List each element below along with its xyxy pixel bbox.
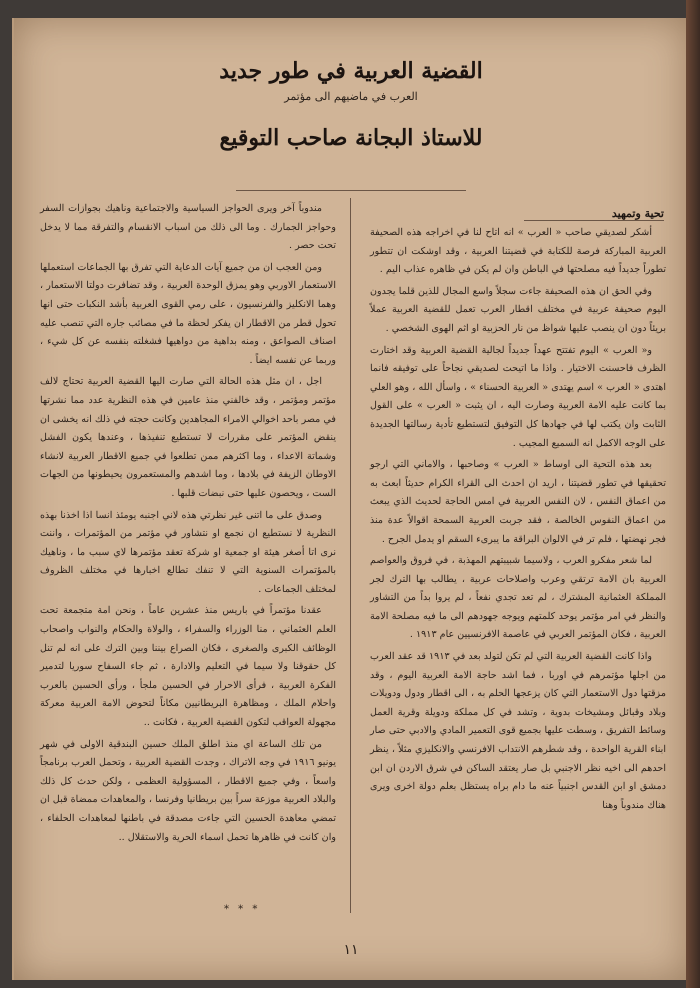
paragraph: بعد هذه التحية الى اوساط « العرب » وصاحبها ، والاماني التي ارجو تحقيقها في تطور قضيتنا ، اريد ان احدث الى القراء الكرام حديثاً ابعث به من اعماق النفس ، لان النفس العربية في امس الحاجة لحديث الذي يبعث من اعماق النفوس الخالصة ، فقد جربت العربية السمحة اقوالاً عدة منذ فجر نهضتها ، فلم تر في الالوان البراقة ما يبرىء السقم او يدمل الجرح . <box>370 459 666 545</box>
header-rule <box>236 190 466 191</box>
article-byline: للاستاذ البجانة صاحب التوقيع <box>219 125 483 151</box>
paragraph: واذا كانت القضية العربية التي لم تكن لتولد بعد في ١٩١٣ قد عقد العرب من اجلها مؤتمرهم في اوربا ، فما اشد حاجة الامة العربية اليوم ، وقد مزقتها دول الاستعمار التي كان يزعجها الحلم به ، الى اقطار ودول ودويلات وبلاد وقبائل ومشيخات بدوية ، وتشد في كل مملكة ودويلة وقرية العمل وسائط التفريق ، وسطت عليها بجميع قوى التعمير المادي والادبي حتى صار ابناء القرية الواحدة ، وقد شطرهم الانتداب الافرنسي والانكليزي مثلاً ، ينظر احدهم الى اخيه نظر الاجنبي بل صار يعتقد الساكن في شرق الاردن ان ابن دمشق او ابن القدس اجنبياً عنه ما دام براه يستظل بعلم دولة اخرى ويرى هناك مندوباً وهنا <box>370 651 666 811</box>
magazine-page <box>12 18 688 980</box>
left-column <box>40 200 336 850</box>
paragraph: من تلك الساعة اي منذ اطلق الملك حسين البندقية الاولى في شهر يونيو ١٩١٦ في وجه الاتراك ، وجدت القضية العربية ، وتحمل العرب برنامجاً واسعاً ، وفي جميع الاقطار ، المسؤولية العظمى ، ولكن حدث كل ذلك والبلاد العربية موزعة سراً بين بريطانيا وفرنسا ، والمعاهدات ممضاة قبل ان تمضي معاهدة الحسين التي جاءت مصدقة في باطنها لمعاهدات الحلفاء ، وان كانت في ظاهرها تحمل اسماء الحرية والاستقلال .. <box>40 738 336 843</box>
article-title: القضية العربية في طور جديد <box>219 58 483 84</box>
book-spine <box>686 0 700 988</box>
right-column <box>370 224 666 818</box>
page-number: ١١ <box>343 942 359 958</box>
paragraph: ومن العجب ان من جميع آيات الدعاية التي تفرق بها الجماعات استعملها الاستعمار الاوربي وهو يمزق الوحدة العربية ، وقد تضافرت دولتا الاستعمار ، وهما الانكليز والفرنسيون ، على رمي القوى العربية بأشد النكبات حتى انها تحول قطر من الاقطار ان يفكر لحظة ما في مصائب جاره التي تنصب عليه اصناف الصواعق ، ومنه بداهية من دواهيها فشغلته بنفسه عن كل شيء ، وربما عن نفسه ايضاً . <box>40 261 336 366</box>
section-heading: تحية وتمهيد <box>524 207 664 221</box>
paragraph: اجل ، ان مثل هذه الحالة التي صارت اليها القضية العربية تحتاج لالف مؤتمر ومؤتمر ، وقد خالفني منذ عامين في هذه النظرية عدد مما نشرتها في مصر باحد اخوالي الامراء المجاهدين وكانت حجته في ذلك انه يخشى ان ينقض المؤتمر على مقررات لا تستطيع تنفيذها ، وعندها يكون الفشل وشماتة الاعداء ، وما اكثرهم ممن تطلعوا في جميع الاقطار العربية لانشاء الاوطان الزيفة في بلادها ، وما اشدهم والمستعمرون يحيطونها من الجهات الست ، ويحصون عليها حتى نبضات قلبها . <box>40 376 336 499</box>
article-subtitle: العرب في ماضيهم الى مؤتمر <box>284 90 418 103</box>
column-divider <box>350 198 351 913</box>
paragraph: وفي الحق ان هذه الصحيفة جاءت سجلاً واسع المجال للذين قلما يجدون اليوم صحيفة عربية في مختلف اقطار العرب تعمل للقضية العربية عملاً بريئاً دون ان ينصب عليها شواظ من نار الحزبية او اثم الهوى الشخصي . <box>370 285 666 334</box>
paragraph: عقدنا مؤتمراً في باريس منذ عشرين عاماً ، ونحن امة متجمعة تحت العلم العثماني ، منا الوزراء والسفراء ، والولاة والحكام والنواب واصحاب الوظائف الكبرى والصغرى ، فكان الصراع بيننا وبين الترك على انه لم تنل كل حقوقنا ولا سيما في التعليم والادارة ، ثم جاء السفاح سوريا لتدمير الفكرة العربية ، فرأى الاحرار في الحسين ملجأ ، ورأى الحسين بالعرب واحلام الملك ، ومظاهرة البريطانيين مكاناً لتحوض الامة العربية معركة مجهولة العواقب لتكون القضية العربية ، فكانت .. <box>40 605 336 729</box>
section-end-stars: * * * <box>224 904 261 915</box>
paragraph: لما شعر مفكرو العرب ، ولاسيما شبيبتهم المهذبة ، في فروق والعواصم العربية بان الامة ترتقي وعرب واصلاحات عربية ، يطالب بها الترك لجر المملكة العثمانية المشترك ، لم تعد تجدي نفعاً ، لم يروا بداً من التشاور والنظر في امر مؤتمر يوحد كلمتهم ويوجه جهودهم الى ما فيه مصلحة الامة العربية ، فكان المؤتمر العربي في عاصمة الافرنسيين عام ١٩١٣ . <box>370 555 666 641</box>
paragraph: و« العرب » اليوم تفتتح عهداً جديداً لجالية القضية العربية وقد اختارت الظرف فاحسنت الاختيار . واذا ما اتيحت لصديقي نجاحاً على توفيقه فانما اهتدى « العرب » اسم يهتدى « العربية الحسناء » ، واسأل الله ، وهو العلي بما كانت عليه الامة العربية وصارت اليه ، ان يثبت « العرب » على القول الثابت وان يكتب لها في جهادها كل التوفيق لتستطيع تأدية رسالتها الجديدة على الوجه الاكمل انه السميع المجيب . <box>370 344 666 449</box>
paragraph: أشكر لصديقي صاحب « العرب » انه اتاح لنا في اخراجه هذه الصحيفة العربية المباركة فرصة للكتابة في قضيتنا العربية ، وقد اوشكت ان تتطور تطوراً جديداً فيه مصلحتها في الباطن وان لم يكن في ظاهره عذاب اليم . <box>370 227 666 276</box>
article-header <box>14 58 688 151</box>
paragraph: مندوباً آخر ويرى الحواجز السياسية والاجتماعية وناهيك بجوازات السفر وحواجز الجمارك . وما الى ذلك من اسباب الانقسام والتفرقة مما لا يدخل تحت حصر . <box>40 203 336 252</box>
paragraph: وصدق على ما اتنى غير نظرتي هذه لاني اجنبه يومئذ انسا اذا اخذنا بهذه النظرية لا نستطيع ان نجمع او نتشاور في مؤتمر من المؤتمرات ، واننت نرى اتا أصغر هيئة او جمعية او شركة تعقد مؤتمرها لاي سبب ما ، وناهيك بالمؤتمرات السنوية التي لا تنفك تطالع اخبارها في مختلف الظروف لمختلف الجماعات . <box>40 509 336 595</box>
